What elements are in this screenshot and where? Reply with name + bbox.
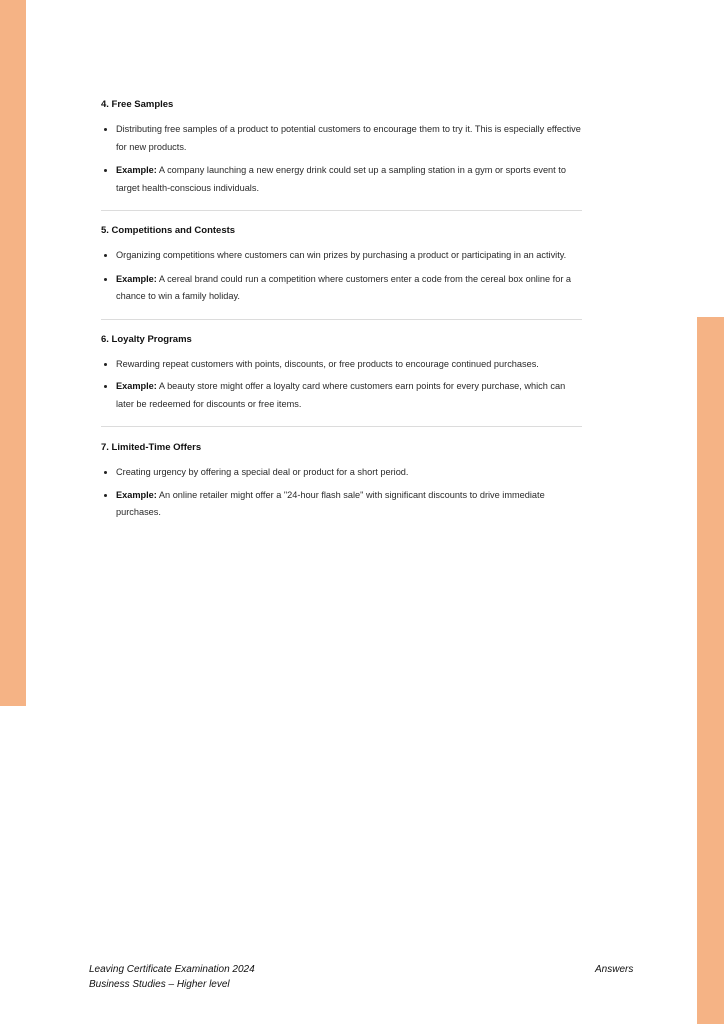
section-title: 6. Loyalty Programs [101, 333, 192, 345]
bullet-list [101, 121, 582, 197]
list-item [101, 121, 582, 156]
left-accent-bar [0, 0, 26, 706]
footer-subject-line: Business Studies – Higher level [89, 979, 230, 990]
example-label: Example: [116, 165, 157, 175]
point-text: Rewarding repeat customers with points, discounts, or free products to encourage continued purchases. [116, 358, 539, 369]
answer-content [101, 98, 582, 522]
list-item [101, 464, 582, 482]
example-text: A company launching a new energy drink could set up a sampling station in a gym or sports event to target health-conscious individuals. [116, 165, 566, 193]
section-limited-time [101, 426, 582, 522]
point-text: Creating urgency by offering a special deal or product for a short period. [116, 467, 409, 477]
list-item [101, 247, 582, 265]
list-item [101, 356, 582, 374]
section-free-samples [101, 98, 582, 210]
bullet-list [101, 247, 582, 306]
footer-answers-label: Answers [595, 964, 634, 975]
section-title: 4. Free Samples [101, 99, 174, 110]
section-title: 7. Limited-Time Offers [101, 442, 202, 453]
list-item [101, 271, 582, 306]
bullet-list [101, 464, 582, 522]
example-text: A cereal brand could run a competition where customers enter a code from the cereal box online for a chance to win a family holiday. [116, 273, 572, 301]
example-text: An online retailer might offer a "24-hour flash sale" with significant discounts to drive immediate purchases. [116, 489, 545, 517]
list-item [101, 378, 582, 413]
section-title: 5. Competitions and Contests [101, 225, 236, 236]
point-text: Distributing free samples of a product to potential customers to encourage them to try it. This is especially effective for new products. [116, 124, 581, 152]
example-label: Example: [116, 381, 157, 391]
footer-exam-info [89, 962, 255, 992]
right-accent-bar [697, 317, 724, 1024]
footer-exam-line: Leaving Certificate Examination 2024 [89, 964, 255, 975]
section-competitions [101, 210, 582, 319]
point-text: Organizing competitions where customers can win prizes by purchasing a product or participating in an activity. [116, 250, 567, 260]
section-loyalty [101, 319, 582, 427]
example-label: Example: [116, 489, 157, 500]
example-label: Example: [116, 273, 157, 284]
list-item [101, 162, 582, 197]
example-text: A beauty store might offer a loyalty card where customers earn points for every purchase, which can later be redeemed for discounts or free items. [116, 381, 566, 409]
list-item [101, 487, 582, 522]
bullet-list [101, 356, 582, 414]
